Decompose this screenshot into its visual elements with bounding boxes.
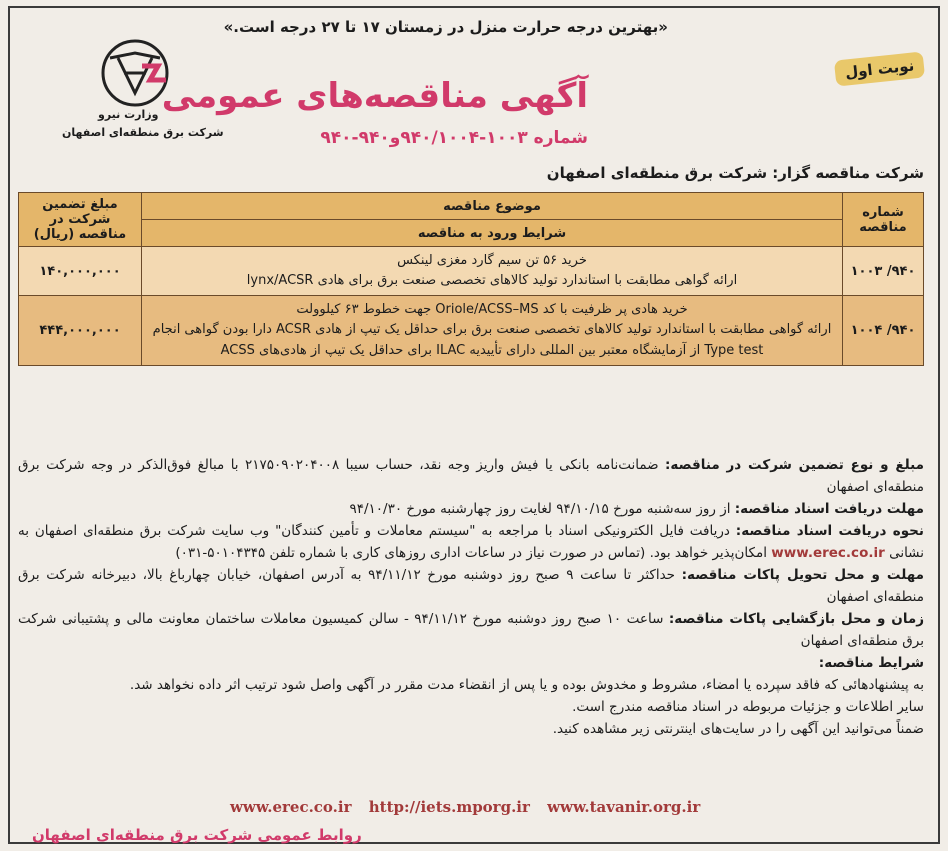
energy-slogan: «بهترین درجه حرارت منزل در زمستان ۱۷ تا ۲۷ درجه است.» — [223, 18, 668, 36]
column-header-amount: مبلغ تضمین شرکت در مناقصه (ریال) — [19, 193, 142, 247]
row-number: ۹۴۰/ ۱۰۰۳ — [843, 247, 924, 296]
first-round-badge: نوبت اول — [834, 51, 925, 86]
delivery-paragraph — [18, 564, 924, 608]
table-row — [19, 296, 924, 365]
condition-item: به پیشنهادهائی که فاقد سپرده یا امضاء، مشروط و مخدوش بوده و یا پس از انقضاء مدت مقرر در آگهی واصل شود ترتیب اثر داده نخواهد شد. — [129, 677, 924, 693]
tavanir-link[interactable]: www.tavanir.org.ir — [547, 798, 701, 816]
column-header-number: شماره مناقصه — [843, 193, 924, 247]
conditions-label: شرایط مناقصه: — [818, 655, 924, 671]
method-text-1: دریافت فایل الکترونیکی اسناد با مراجعه به "سیستم معاملات و تأمین کنندگان" وب سایت شرکت برق منطقه‌ای اصفهان به نشانی — [18, 523, 924, 561]
delivery-text: حداکثر تا ساعت ۹ صبح روز دوشنبه مورخ ۹۴/۱۱/۱۲ به آدرس اصفهان، خیابان چهارباغ بالا، دبیرخانه شرکت برق منطقه‌ای اصفهان — [18, 567, 924, 605]
table-row — [19, 247, 924, 296]
erec-link[interactable]: www.erec.co.ir — [230, 798, 352, 816]
row-amount: ۱۴۰,۰۰۰,۰۰۰ — [19, 247, 142, 296]
delivery-label: مهلت و محل تحویل پاکات مناقصه: — [681, 567, 924, 583]
deadline-label: مهلت دریافت اسناد مناقصه: — [734, 501, 924, 517]
column-header-conditions: شرایط ورود به مناقصه — [142, 220, 843, 247]
opening-paragraph — [18, 608, 924, 652]
row-conditions: ارائه گواهی مطابقت با استاندارد تولید کالاهای تخصصی صنعت برق برای حداقل یک تیپ از هادی ACSR دارا بودن گواهی انجام Type test از آزمایشگاه معتبر بین المللی دارای تأییدیه ILAC برای حداقل یک تیپ از هادی‌های ACSS — [152, 322, 832, 358]
guarantee-label: مبلغ و نوع تضمین شرکت در مناقصه: — [665, 457, 924, 473]
deadline-text: از روز سه‌شنبه مورخ ۹۴/۱۰/۱۵ لغایت روز چهارشنبه مورخ ۹۴/۱۰/۳۰ — [349, 501, 731, 517]
method-paragraph — [18, 520, 924, 564]
website-links — [230, 798, 712, 816]
row-subject: خرید ۵۶ تن سیم گارد مغزی لینکس — [397, 253, 587, 268]
condition-item: ضمناً می‌توانید این آگهی را در سایت‌های اینترنتی زیر مشاهده کنید. — [552, 721, 924, 737]
notice-body — [18, 454, 924, 740]
tender-notice — [8, 6, 940, 844]
row-number: ۹۴۰/ ۱۰۰۴ — [843, 296, 924, 365]
row-amount: ۴۴۴,۰۰۰,۰۰۰ — [19, 296, 142, 365]
public-relations-signature: روابط عمومی شرکت برق منطقه‌ای اصفهان — [32, 826, 362, 844]
method-label: نحوه دریافت اسناد مناقصه: — [735, 523, 924, 539]
notice-title: آگهی مناقصه‌های عمومی — [161, 76, 588, 116]
guarantee-paragraph — [18, 454, 924, 498]
organizer-line: شرکت مناقصه گزار: شرکت برق منطقه‌ای اصفهان — [546, 164, 924, 182]
website-link[interactable]: www.erec.co.ir — [771, 545, 885, 561]
column-header-subject: موضوع مناقصه — [142, 193, 843, 220]
condition-item: سایر اطلاعات و جزئیات مربوطه در اسناد مناقصه مندرج است. — [572, 699, 924, 715]
tender-number: شماره ۱۰۰۳-۹۴۰/۱۰۰۴و۹۴۰-۹۴۰ — [320, 128, 588, 148]
row-conditions: ارائه گواهی مطابقت با استاندارد تولید کالاهای تخصصی صنعت برق برای هادی lynx/ACSR — [246, 273, 738, 289]
iets-link[interactable]: http://iets.mporg.ir — [368, 798, 530, 816]
opening-text: ساعت ۱۰ صبح روز دوشنبه مورخ ۹۴/۱۱/۱۲ - سالن کمیسیون معاملات ساختمان معاونت مالی و پشتیبانی شرکت برق منطقه‌ای اصفهان — [18, 611, 924, 649]
deadline-paragraph — [18, 498, 924, 520]
tender-table — [18, 192, 924, 366]
guarantee-text: ضمانت‌نامه بانکی یا فیش واریز وجه نقد، حساب سیبا ۲۱۷۵۰۹۰۲۰۴۰۰۸ با مبالغ فوق‌الذکر در وجه شرکت برق منطقه‌ای اصفهان — [18, 457, 924, 495]
opening-label: زمان و محل بازگشایی پاکات مناقصه: — [668, 611, 925, 627]
ministry-name: وزارت نیرو — [98, 108, 159, 121]
row-subject: خرید هادی پر ظرفیت با کد Oriole/ACSS–MS جهت خطوط ۶۳ کیلوولت — [296, 302, 688, 318]
row-description — [142, 296, 843, 365]
method-text-2: امکان‌پذیر خواهد بود. (تماس در صورت نیاز در ساعات اداری روزهای کاری با شماره تلفن ۵۰۱۰۴۳۴۵-۰۳۱) — [175, 545, 767, 561]
company-name: شرکت برق منطقه‌ای اصفهان — [62, 126, 224, 139]
company-logo-icon — [80, 38, 190, 108]
row-description — [142, 247, 843, 296]
